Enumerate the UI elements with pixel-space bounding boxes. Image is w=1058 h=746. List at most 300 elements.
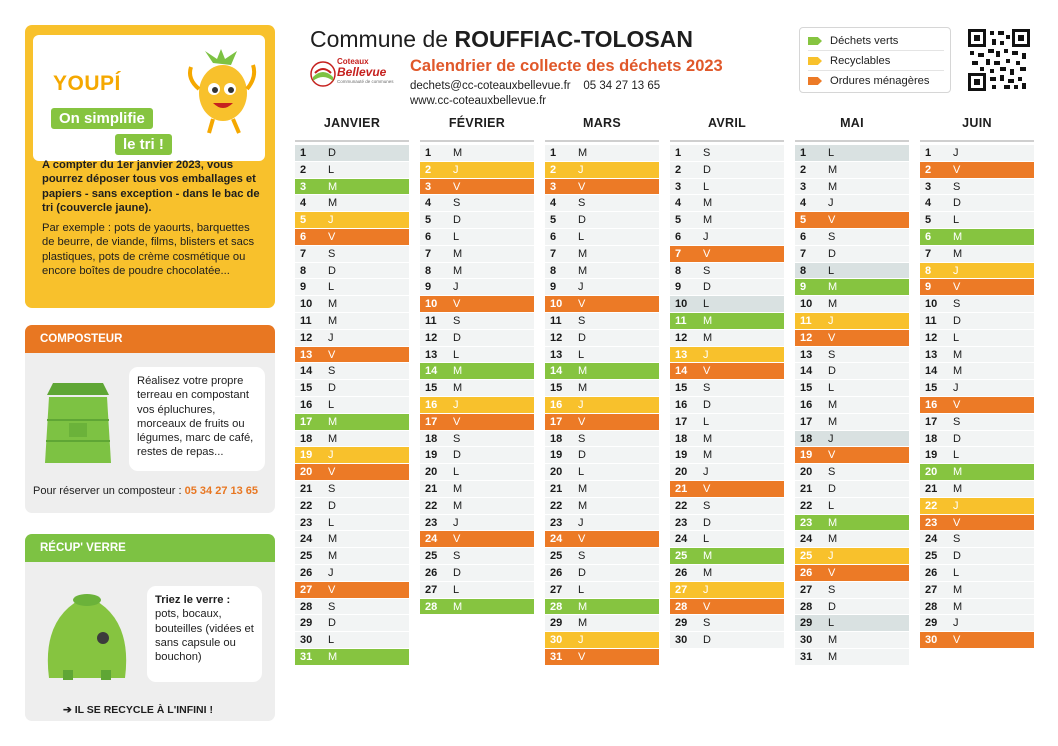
day-number: 27 xyxy=(675,583,688,596)
month-divider xyxy=(670,140,784,142)
day-row xyxy=(420,531,534,548)
day-letter: M xyxy=(828,298,838,311)
day-row xyxy=(795,246,909,263)
day-row xyxy=(295,615,409,632)
day-row xyxy=(545,313,659,330)
day-letter: S xyxy=(703,264,711,277)
day-letter: S xyxy=(328,247,336,260)
day-number: 8 xyxy=(800,264,807,277)
day-letter: M xyxy=(328,650,338,663)
day-number: 7 xyxy=(800,247,807,260)
day-letter: V xyxy=(328,348,336,361)
day-row xyxy=(295,548,409,565)
day-number: 26 xyxy=(800,566,813,579)
day-row xyxy=(295,179,409,196)
day-letter: M xyxy=(328,415,338,428)
day-letter: M xyxy=(578,617,588,630)
day-row xyxy=(295,296,409,313)
day-number: 12 xyxy=(425,331,438,344)
day-number: 6 xyxy=(550,230,557,243)
day-row xyxy=(920,481,1034,498)
day-letter: V xyxy=(953,398,961,411)
day-row xyxy=(420,380,534,397)
day-row xyxy=(795,363,909,380)
day-row xyxy=(920,179,1034,196)
day-number: 12 xyxy=(300,331,313,344)
month-name: FÉVRIER xyxy=(448,116,506,130)
day-row xyxy=(420,565,534,582)
day-letter: M xyxy=(703,214,713,227)
day-number: 23 xyxy=(550,516,563,529)
glass-container-icon xyxy=(37,586,137,686)
day-number: 4 xyxy=(925,197,932,210)
day-row xyxy=(795,565,909,582)
month-column xyxy=(295,116,409,666)
day-row xyxy=(670,447,784,464)
day-row xyxy=(795,229,909,246)
day-row xyxy=(920,212,1034,229)
day-row xyxy=(670,380,784,397)
day-row xyxy=(920,145,1034,162)
day-letter: S xyxy=(703,617,711,630)
day-number: 28 xyxy=(675,600,688,613)
day-letter: M xyxy=(578,482,588,495)
day-number: 11 xyxy=(550,314,562,327)
day-letter: D xyxy=(578,566,586,579)
day-row xyxy=(795,145,909,162)
day-number: 17 xyxy=(425,415,438,428)
day-letter: V xyxy=(578,298,586,311)
day-letter: V xyxy=(703,482,711,495)
day-letter: D xyxy=(703,281,711,294)
day-number: 18 xyxy=(800,432,813,445)
day-letter: D xyxy=(328,147,336,159)
day-number: 28 xyxy=(425,600,438,613)
day-number: 28 xyxy=(800,600,813,613)
day-number: 24 xyxy=(675,533,688,546)
day-number: 14 xyxy=(675,365,688,378)
day-number: 16 xyxy=(800,398,813,411)
day-number: 18 xyxy=(675,432,688,445)
day-letter: M xyxy=(578,600,588,613)
day-number: 9 xyxy=(425,281,432,294)
day-letter: J xyxy=(953,382,959,395)
day-number: 17 xyxy=(925,415,938,428)
day-row xyxy=(795,615,909,632)
day-row xyxy=(920,397,1034,414)
day-row xyxy=(920,380,1034,397)
day-letter: S xyxy=(453,314,461,327)
month-column xyxy=(795,116,909,666)
day-number: 24 xyxy=(925,533,938,546)
day-number: 9 xyxy=(925,281,932,294)
day-number: 8 xyxy=(550,264,557,277)
day-number: 15 xyxy=(550,382,563,395)
day-row xyxy=(545,397,659,414)
day-letter: D xyxy=(953,432,961,445)
day-number: 28 xyxy=(925,600,938,613)
day-row xyxy=(920,296,1034,313)
day-number: 20 xyxy=(675,466,688,479)
day-number: 18 xyxy=(925,432,938,445)
day-letter: M xyxy=(953,466,963,479)
day-letter: J xyxy=(828,314,834,327)
day-letter: S xyxy=(578,314,586,327)
day-letter: M xyxy=(703,449,713,462)
day-number: 6 xyxy=(675,230,682,243)
composteur-text: Réalisez votre propre terreau en compostant vos épluchures, morceaux de fruits ou légumes, marc de café, restes de repas... xyxy=(129,367,265,471)
day-number: 15 xyxy=(925,382,938,395)
day-number: 8 xyxy=(425,264,432,277)
day-row xyxy=(670,548,784,565)
day-letter: L xyxy=(703,298,710,311)
day-letter: V xyxy=(453,180,461,193)
day-letter: M xyxy=(828,163,838,176)
day-number: 14 xyxy=(425,365,438,378)
day-letter: D xyxy=(828,482,836,495)
logo-line2: Bellevue xyxy=(337,65,387,79)
day-number: 27 xyxy=(425,583,438,596)
day-letter: S xyxy=(453,197,461,210)
day-letter: S xyxy=(453,432,461,445)
day-number: 13 xyxy=(925,348,938,361)
legend-item-orange xyxy=(808,71,944,91)
day-letter: V xyxy=(328,466,336,479)
day-number: 19 xyxy=(425,449,438,462)
day-number: 2 xyxy=(925,163,932,176)
day-row xyxy=(295,313,409,330)
day-number: 5 xyxy=(800,214,807,227)
day-row xyxy=(295,582,409,599)
day-letter: J xyxy=(328,566,334,579)
qr-code-icon[interactable] xyxy=(968,29,1030,91)
verre-text-bold: Triez le verre : xyxy=(155,594,231,606)
day-row xyxy=(420,347,534,364)
day-letter: L xyxy=(578,583,585,596)
day-row xyxy=(545,565,659,582)
day-letter: V xyxy=(703,600,711,613)
day-letter: M xyxy=(953,583,963,596)
day-letter: L xyxy=(828,617,835,630)
day-row xyxy=(295,431,409,448)
day-number: 8 xyxy=(675,264,682,277)
day-number: 8 xyxy=(300,264,307,277)
day-letter: M xyxy=(953,230,963,243)
day-number: 30 xyxy=(300,634,313,647)
day-row xyxy=(420,195,534,212)
day-letter: S xyxy=(703,147,711,159)
month-divider xyxy=(795,140,909,142)
legend-arrow-icon xyxy=(808,77,822,85)
day-number: 10 xyxy=(425,298,438,311)
day-letter: M xyxy=(328,314,338,327)
day-number: 13 xyxy=(675,348,688,361)
day-letter: J xyxy=(328,331,334,344)
day-number: 20 xyxy=(800,466,813,479)
day-number: 25 xyxy=(925,550,938,563)
day-number: 19 xyxy=(800,449,813,462)
day-number: 9 xyxy=(800,281,807,294)
day-number: 2 xyxy=(300,163,307,176)
contact-info xyxy=(410,79,660,109)
youpi-tag-simplify: On simplifie xyxy=(51,108,153,129)
day-row xyxy=(295,498,409,515)
day-letter: V xyxy=(453,533,461,546)
day-number: 31 xyxy=(800,650,813,663)
day-letter: L xyxy=(453,230,460,243)
day-letter: J xyxy=(828,432,834,445)
month-column xyxy=(420,116,534,615)
day-number: 30 xyxy=(550,634,563,647)
day-number: 7 xyxy=(925,247,932,260)
day-letter: L xyxy=(703,180,710,193)
day-row xyxy=(670,397,784,414)
logo-mark-icon xyxy=(310,61,336,87)
day-row xyxy=(795,582,909,599)
day-number: 26 xyxy=(550,566,563,579)
day-number: 13 xyxy=(550,348,563,361)
day-letter: D xyxy=(453,449,461,462)
day-number: 9 xyxy=(300,281,307,294)
day-number: 21 xyxy=(675,482,688,495)
day-row xyxy=(420,162,534,179)
logo-subtitle: Communauté de communes xyxy=(337,79,394,84)
day-row xyxy=(920,313,1034,330)
verre-footer: ➔ IL SE RECYCLE À L'INFINI ! xyxy=(63,704,213,716)
day-letter: M xyxy=(328,197,338,210)
day-letter: D xyxy=(453,214,461,227)
day-row xyxy=(545,296,659,313)
youpi-brand: YOUPÍ xyxy=(53,72,121,95)
month-divider xyxy=(295,140,409,142)
month-divider xyxy=(420,140,534,142)
day-row xyxy=(295,145,409,162)
day-row xyxy=(295,263,409,280)
day-number: 3 xyxy=(675,180,682,193)
day-row xyxy=(795,330,909,347)
day-number: 4 xyxy=(425,197,432,210)
commune-prefix: Commune de xyxy=(310,26,455,52)
day-letter: S xyxy=(953,180,961,193)
day-number: 10 xyxy=(925,298,938,311)
day-row xyxy=(295,414,409,431)
day-number: 29 xyxy=(300,617,313,630)
contact-email[interactable]: dechets@cc-coteauxbellevue.fr xyxy=(410,80,571,92)
day-row xyxy=(920,615,1034,632)
day-number: 3 xyxy=(425,180,432,193)
day-number: 6 xyxy=(300,230,307,243)
day-number: 18 xyxy=(550,432,563,445)
day-letter: L xyxy=(828,382,835,395)
day-letter: V xyxy=(578,415,586,428)
day-number: 29 xyxy=(800,617,813,630)
day-letter: D xyxy=(453,331,461,344)
day-row xyxy=(420,313,534,330)
day-number: 4 xyxy=(675,197,682,210)
day-row xyxy=(920,515,1034,532)
day-number: 1 xyxy=(800,147,807,159)
day-row xyxy=(920,531,1034,548)
day-letter: S xyxy=(828,348,836,361)
day-row xyxy=(545,162,659,179)
day-row xyxy=(920,548,1034,565)
day-row xyxy=(420,263,534,280)
month-column xyxy=(545,116,659,666)
day-number: 31 xyxy=(300,650,313,663)
day-letter: M xyxy=(453,264,463,277)
day-row xyxy=(795,179,909,196)
day-row xyxy=(295,649,409,666)
day-row xyxy=(795,481,909,498)
day-letter: M xyxy=(828,180,838,193)
day-number: 2 xyxy=(550,163,557,176)
day-letter: D xyxy=(453,566,461,579)
day-row xyxy=(545,229,659,246)
day-letter: V xyxy=(453,298,461,311)
day-row xyxy=(420,481,534,498)
day-row xyxy=(920,498,1034,515)
day-row xyxy=(795,498,909,515)
day-letter: M xyxy=(578,382,588,395)
day-row xyxy=(545,615,659,632)
day-letter: V xyxy=(828,566,836,579)
day-number: 6 xyxy=(925,230,932,243)
day-row xyxy=(545,414,659,431)
day-number: 16 xyxy=(925,398,938,411)
day-number: 10 xyxy=(800,298,813,311)
day-row xyxy=(545,447,659,464)
day-number: 20 xyxy=(425,466,438,479)
day-number: 1 xyxy=(675,147,682,159)
day-number: 4 xyxy=(800,197,807,210)
day-row xyxy=(420,363,534,380)
day-row xyxy=(795,279,909,296)
day-letter: V xyxy=(953,163,961,176)
day-letter: M xyxy=(703,432,713,445)
day-row xyxy=(545,145,659,162)
day-row xyxy=(545,599,659,616)
day-letter: L xyxy=(328,398,335,411)
day-row xyxy=(795,212,909,229)
day-row xyxy=(795,397,909,414)
day-number: 12 xyxy=(550,331,563,344)
day-letter: V xyxy=(578,180,586,193)
day-row xyxy=(920,565,1034,582)
day-letter: J xyxy=(453,163,459,176)
day-row xyxy=(670,296,784,313)
day-number: 27 xyxy=(800,583,813,596)
day-row xyxy=(545,279,659,296)
day-letter: L xyxy=(328,281,335,294)
day-row xyxy=(545,649,659,666)
day-number: 14 xyxy=(550,365,563,378)
day-number: 5 xyxy=(300,214,307,227)
day-letter: L xyxy=(328,163,335,176)
day-letter: M xyxy=(953,600,963,613)
day-letter: J xyxy=(328,214,334,227)
day-row xyxy=(670,330,784,347)
day-number: 11 xyxy=(300,314,312,327)
verre-title: RÉCUP' VERRE xyxy=(25,534,275,562)
day-number: 6 xyxy=(425,230,432,243)
calendar-title: Calendrier de collecte des déchets 2023 xyxy=(410,57,723,75)
composteur-title: COMPOSTEUR xyxy=(25,325,275,353)
day-row xyxy=(420,145,534,162)
day-row xyxy=(670,195,784,212)
day-number: 26 xyxy=(425,566,438,579)
day-row xyxy=(920,431,1034,448)
day-number: 21 xyxy=(425,482,438,495)
day-number: 10 xyxy=(675,298,688,311)
day-row xyxy=(545,263,659,280)
day-row xyxy=(545,515,659,532)
day-row xyxy=(420,229,534,246)
day-number: 23 xyxy=(925,516,938,529)
day-letter: D xyxy=(578,331,586,344)
contact-website[interactable]: www.cc-coteauxbellevue.fr xyxy=(410,95,547,107)
day-row xyxy=(795,296,909,313)
day-row xyxy=(420,548,534,565)
day-number: 11 xyxy=(425,314,437,327)
day-number: 19 xyxy=(925,449,938,462)
day-row xyxy=(795,632,909,649)
day-number: 22 xyxy=(425,499,438,512)
day-letter: M xyxy=(828,533,838,546)
day-letter: D xyxy=(828,600,836,613)
day-row xyxy=(795,599,909,616)
day-letter: S xyxy=(578,432,586,445)
day-row xyxy=(670,162,784,179)
day-row xyxy=(670,179,784,196)
day-row xyxy=(670,414,784,431)
month-name: MAI xyxy=(840,116,864,130)
youpi-text xyxy=(42,158,264,284)
day-number: 11 xyxy=(925,314,937,327)
day-number: 8 xyxy=(925,264,932,277)
day-row xyxy=(295,380,409,397)
day-letter: S xyxy=(953,415,961,428)
day-letter: L xyxy=(703,415,710,428)
day-row xyxy=(295,162,409,179)
day-letter: J xyxy=(328,449,334,462)
day-letter: J xyxy=(828,550,834,563)
day-number: 4 xyxy=(550,197,557,210)
day-number: 30 xyxy=(675,634,688,647)
day-row xyxy=(920,162,1034,179)
day-number: 5 xyxy=(675,214,682,227)
day-row xyxy=(795,531,909,548)
day-row xyxy=(420,296,534,313)
day-row xyxy=(295,363,409,380)
day-letter: S xyxy=(578,197,586,210)
day-row xyxy=(670,263,784,280)
day-row xyxy=(545,380,659,397)
day-number: 7 xyxy=(550,247,557,260)
month-name: AVRIL xyxy=(707,116,747,130)
day-row xyxy=(545,212,659,229)
day-row xyxy=(420,330,534,347)
day-number: 10 xyxy=(300,298,313,311)
day-row xyxy=(545,548,659,565)
day-row xyxy=(545,464,659,481)
day-number: 23 xyxy=(300,516,313,529)
composteur-phone: 05 34 27 13 65 xyxy=(184,485,259,497)
month-name: JANVIER xyxy=(323,116,381,130)
day-letter: D xyxy=(328,264,336,277)
day-row xyxy=(420,414,534,431)
day-number: 25 xyxy=(675,550,688,563)
day-row xyxy=(920,599,1034,616)
